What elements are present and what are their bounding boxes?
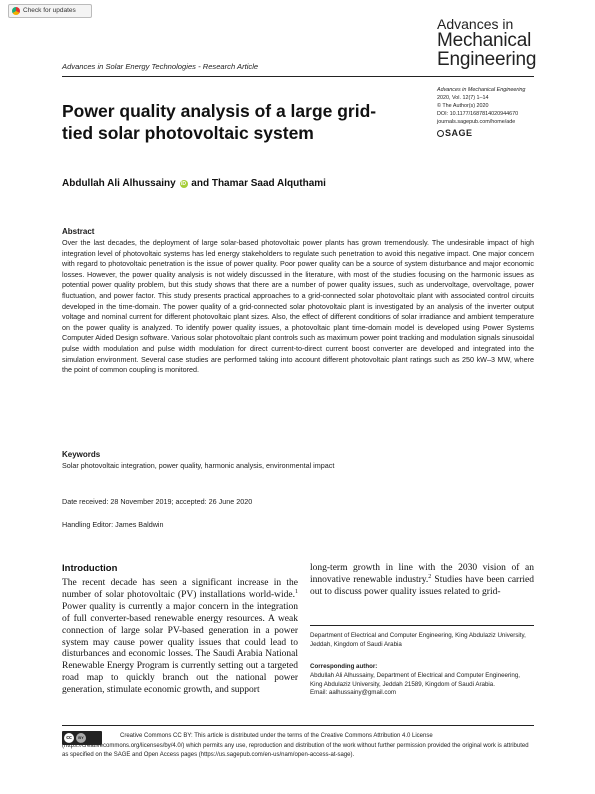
introduction-heading: Introduction [62, 563, 118, 574]
citation-ref-2[interactable]: 2 [428, 573, 432, 580]
journal-logo-line1: Advances in [437, 16, 514, 32]
keywords-heading: Keywords [62, 450, 101, 459]
author-2[interactable]: and Thamar Saad Alquthami [191, 178, 326, 189]
sage-logo [437, 128, 473, 138]
journal-logo-line3: Engineering [437, 49, 537, 70]
corresponding-author [310, 672, 534, 698]
abstract-heading: Abstract [62, 227, 95, 236]
by-icon: BY [76, 733, 86, 743]
sage-ring-icon [437, 130, 444, 137]
sage-logo-text: SAGE [445, 128, 473, 138]
license-text: Creative Commons CC BY: This article is distributed under the terms of the Creative Commons Attribution 4.0 License (https://creativecommons.org/licenses/by/4.0/) which permits any use, reproduction and distribution of the work without further permission provided the original work is attributed as specified on the SAGE and Open Access pages (https://us.sagepub.com/en-us/nam/open-access-at-sage). [62, 733, 529, 758]
introduction-right-column [310, 563, 534, 599]
meta-copyright: © The Author(s) 2020 [437, 103, 489, 109]
keywords-text: Solar photovoltaic integration, power quality, harmonic analysis, environmental impact [62, 461, 335, 470]
meta-journal-name: Advances in Mechanical Engineering [437, 87, 526, 93]
page-title: Power quality analysis of a large grid-tied solar photovoltaic system [62, 101, 377, 143]
article-type: Advances in Solar Energy Technologies - Research Article [62, 62, 259, 71]
citation-ref-1[interactable]: 1 [295, 588, 298, 595]
author-line [62, 178, 326, 189]
abstract-text: Over the last decades, the deployment of large solar-based photovoltaic power plants has grown tremendously. The undesirable impact of high integration level of photovoltaic systems has led energy stakeholders to regulate such penetration to avoid this negative impact. One major concern with regard to photovoltaic penetration is the issue of power quality. Poor power quality can be a source of system disturbance and major economic losses. However, the power quality analysis is not widely discussed in the literature, with most of the studies focusing on the harmonic issues as potential power quality problem, but this study shows that there are a number of power quality issues, such as undervoltage, overvoltage, power fluctuation, and power factor. This study presents practical approaches to a grid-connected solar photovoltaic plant with associated control circuits developed in the time-domain. The power quality of a grid-connected solar photovoltaic plant is investigated by an analysis of the inverter output voltage and nominal current for different photovoltaic plant sizes. Also, the effect of different conditions of solar irradiance and ambient temperature on the power quality is analyzed. To identify power quality issues, a photovoltaic plant time-domain model is developed using Power Systems Computer Aided Design software. Various solar photovoltaic plant controls such as maximum power point tracking and modulation signals sinusoidal pulse width modulation and pulse width modulation for direct current-to-direct current boost converter are developed and integrated into the simulation environment. Several case studies are performed taking into account different photovoltaic plant ratings such as 250 kW–3 MW, where the point of common coupling is monitored. [62, 238, 534, 375]
meta-doi[interactable]: DOI: 10.1177/1687814020944670 [437, 111, 519, 117]
corresponding-author-text: Abdullah Ali Alhussainy, Department of Electrical and Computer Engineering, King Abdulaziz University, Jeddah 21589, Kingdom of Saudi Arabia. [310, 672, 521, 688]
intro-text-1: The recent decade has seen a significant increase in the number of solar photovoltaic (PV) installations world-wide. [62, 578, 298, 600]
intro-text-2: Power quality is currently a major concern in the integration of full converter-based renewable energy resources. A weak connection of large solar PV-based generation in a power system may cause power quality issues that could lead to disturbances and economic losses. The Saudi Arabia National Renewable Energy Program is currently setting out a targeted road map to quickly branch out the national power generation, stimulate economic growth, and support [62, 601, 298, 696]
intro-text-4: Studies have been carried out to discuss power quality issues related to grid- [310, 574, 534, 597]
affiliation: Department of Electrical and Computer Engineering, King Abdulaziz University, Jeddah, Kingdom of Saudi Arabia [310, 632, 526, 648]
dates: Date received: 28 November 2019; accepted: 26 June 2020 [62, 497, 253, 506]
author-1[interactable]: Abdullah Ali Alhussainy [62, 178, 176, 189]
corresponding-author-heading: Corresponding author: [310, 663, 378, 670]
introduction-left-column [62, 578, 298, 697]
intro-text-3: long-term growth in line with the 2030 vision of an innovative renewable industry. [310, 563, 534, 585]
meta-volume: 2020, Vol. 12(7) 1–14 [437, 95, 489, 101]
orcid-icon[interactable]: iD [181, 181, 186, 187]
corresponding-author-email[interactable]: Email: aalhussainy@gmail.com [310, 689, 397, 697]
article-meta [437, 86, 525, 126]
header-divider [62, 76, 534, 77]
affiliation-divider [310, 625, 534, 626]
cc-icon: cc [64, 733, 74, 743]
check-for-updates-button[interactable] [8, 4, 92, 18]
crossmark-icon [12, 7, 20, 15]
meta-url[interactable]: journals.sagepub.com/home/ade [437, 119, 516, 125]
check-for-updates-label: Check for updates [23, 7, 76, 14]
journal-logo-line2: Mechanical [437, 30, 532, 51]
footer-divider [62, 725, 534, 726]
journal-logo [437, 17, 536, 69]
handling-editor: Handling Editor: James Baldwin [62, 520, 164, 529]
